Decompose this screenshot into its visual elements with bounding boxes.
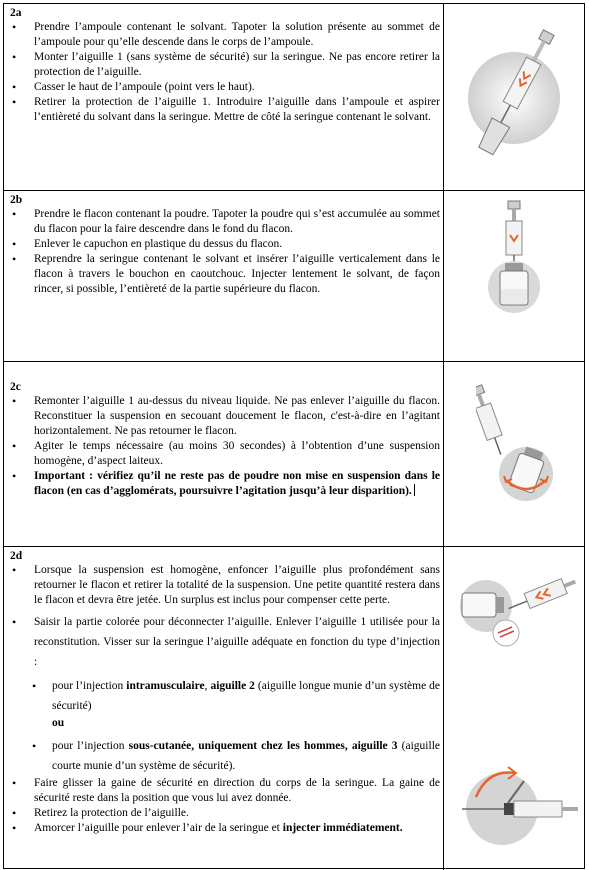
syringe-ampoule-icon xyxy=(466,18,562,178)
instruction-table xyxy=(3,3,585,869)
bold-text: sous-cutanée, uniquement chez les hommes, aiguille 3 xyxy=(128,740,398,752)
list-item: • Faire glisser la gaine de sécurité en direction du corps de la seringue. La gaine de sécurité reste dans la position que vous lui avez donnée. xyxy=(10,776,440,806)
list-item: • Retirez la protection de l’aiguille. xyxy=(10,806,440,821)
text-span: , xyxy=(204,680,211,692)
list-item: • Agiter le temps nécessaire (au moins 30 secondes) à l’obtention d’une suspension homogène, d’aspect laiteux. xyxy=(10,439,440,469)
text-span: (aiguille courte munie d’un système de sécurité). xyxy=(52,740,440,772)
step-text-cell xyxy=(4,547,444,870)
list-item: • Lorsque la suspension est homogène, enfoncer l’aiguille plus profondément sans retourner le flacon et retirer la totalité de la suspension. Une petite quantité restera dans le flacon et devra être jetée. Un surplus est inclus pour compenser cette perte. xyxy=(10,563,440,608)
or-label: ou xyxy=(52,717,65,729)
step-image-cell xyxy=(444,547,584,870)
bold-text: aiguille 2 xyxy=(210,680,255,692)
step-image-cell xyxy=(444,362,584,546)
step-text-cell xyxy=(4,191,444,361)
step-list xyxy=(10,394,440,499)
step-label: 2a xyxy=(10,7,22,19)
list-item: • Monter l’aiguille 1 (sans système de sécurité) sur la seringue. Ne pas encore retirer la protection de l’aiguille. xyxy=(10,50,440,80)
text-span: pour l’injection xyxy=(52,740,129,752)
text-span: pour l’injection xyxy=(52,680,127,692)
step-row-2a xyxy=(4,4,584,191)
list-item xyxy=(10,821,440,836)
syringe-vial-icon xyxy=(479,199,549,314)
step-row-2b xyxy=(4,191,584,362)
step-list xyxy=(10,20,440,125)
bold-text: intramusculaire xyxy=(126,680,205,692)
step-row-2c xyxy=(4,362,584,547)
step-text-cell xyxy=(4,362,444,546)
step-list xyxy=(10,207,440,297)
list-item: • Retirer la protection de l’aiguille 1. Introduire l’aiguille dans l’ampoule et aspirer l’entièreté du solvant dans la seringue. Mettre de côté la seringue contenant le solvant. xyxy=(10,95,440,125)
list-item: • Reprendre la seringue contenant le solvant et insérer l’aiguille verticalement dans le flacon à travers le bouchon en caoutchouc. Injecter lentement le solvant, de façon rincer, si possible, l’entièreté de la partie supérieure du flacon. xyxy=(10,252,440,297)
needle-safety-icon xyxy=(458,759,586,849)
important-note: Important : vérifiez qu’il ne reste pas de poudre non mise en suspension dans le flacon (en cas d’agglomérats, poursuivre l’agitation jusqu’à leur disparition). xyxy=(34,470,440,497)
list-item: • Remonter l’aiguille 1 au-dessus du niveau liquide. Ne pas enlever l’aiguille du flacon. Reconstituer la suspension en secouant doucement le flacon, c'est-à-dire en l’agitant horizontalement. Ne pas retourner le flacon. xyxy=(10,394,440,439)
list-item: • Enlever le capuchon en plastique du dessus du flacon. xyxy=(10,237,440,252)
list-item: • Prendre le flacon contenant la poudre. Tapoter la poudre qui s’est accumulée au sommet du flacon pour la faire descendre dans le fond du flacon. xyxy=(10,207,440,237)
step-row-2d xyxy=(4,547,584,870)
step-label: 2c xyxy=(10,381,21,393)
text-span: (aiguille longue munie d’un système de sécurité) xyxy=(52,680,440,712)
list-item: • Saisir la partie colorée pour déconnecter l’aiguille. Enlever l’aiguille 1 utilisée pour la reconstitution. Visser sur la seringue l’aiguille adéquate en fonction du type d’injection : xyxy=(10,612,440,672)
step-list xyxy=(10,563,440,836)
step-image-cell xyxy=(444,4,584,190)
step-text-cell xyxy=(4,4,444,190)
bold-text: injecter immédiatement. xyxy=(282,822,403,834)
text-cursor xyxy=(414,484,415,496)
list-item xyxy=(10,469,440,499)
list-item: • Casser le haut de l’ampoule (point vers le haut). xyxy=(10,80,440,95)
list-item xyxy=(10,736,440,776)
text-span: Amorcer l’aiguille pour enlever l’air de la seringue et xyxy=(34,822,283,834)
step-label: 2b xyxy=(10,194,23,206)
syringe-withdraw-icon xyxy=(456,561,584,647)
step-label: 2d xyxy=(10,550,23,562)
list-item xyxy=(10,676,440,730)
step-image-cell xyxy=(444,191,584,361)
list-item: • Prendre l’ampoule contenant le solvant. Tapoter la solution présente au sommet de l’ampoule pour qu’elle descende dans le corps de l’ampoule. xyxy=(10,20,440,50)
vial-shake-icon xyxy=(476,378,558,503)
